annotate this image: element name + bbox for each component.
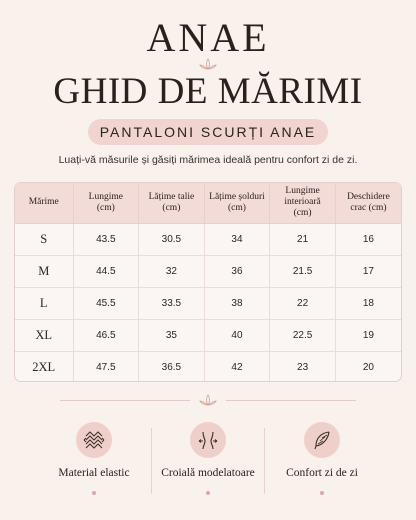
table-cell: 33.5 (139, 287, 205, 319)
feature-label: Croială modelatoare (161, 467, 255, 479)
table-cell: 30.5 (139, 223, 205, 255)
table-row (15, 223, 401, 255)
table-row (15, 255, 401, 287)
feature-dot (92, 491, 96, 495)
table-cell: 42 (204, 351, 270, 382)
header-line: Lungime (88, 191, 123, 202)
table-cell: 38 (204, 287, 270, 319)
feature-dot (206, 491, 210, 495)
table-cell: 40 (204, 319, 270, 351)
feature-icon-circle (76, 422, 112, 458)
header-line: (cm) (228, 202, 246, 213)
lotus-icon (198, 394, 218, 406)
table-row (15, 351, 401, 382)
table-cell: 21.5 (270, 255, 336, 287)
product-badge: PANTALONI SCURȚI ANAE (88, 119, 328, 145)
col-header-leg-opening (335, 183, 401, 223)
table-cell: 21 (270, 223, 336, 255)
table-cell: 44.5 (73, 255, 139, 287)
table-cell: 19 (335, 319, 401, 351)
feature-comfort (253, 422, 391, 512)
table-cell: 23 (270, 351, 336, 382)
divider-left (60, 400, 190, 401)
table-row (15, 287, 401, 319)
col-header-inseam (270, 183, 336, 223)
lotus-icon (198, 58, 218, 70)
page-title: GHID DE MĂRIMI (53, 71, 363, 112)
table-cell: 18 (335, 287, 401, 319)
size-table (14, 182, 402, 382)
feature-label: Confort zi de zi (286, 467, 358, 479)
header-line: Mărime (28, 197, 59, 208)
size-cell: 2XL (15, 351, 73, 382)
table-cell: 36.5 (139, 351, 205, 382)
table-row (15, 319, 401, 351)
table-cell: 34 (204, 223, 270, 255)
size-cell: S (15, 223, 73, 255)
feature-dot (320, 491, 324, 495)
table-cell: 32 (139, 255, 205, 287)
col-header-waist (139, 183, 205, 223)
table-cell: 20 (362, 361, 374, 373)
brand-name: ANAE (146, 15, 270, 60)
table-cell: 46.5 (73, 319, 139, 351)
col-header-size (15, 183, 73, 223)
table-cell: 47.5 (73, 351, 139, 382)
table-cell: 22 (270, 287, 336, 319)
size-cell: M (15, 255, 73, 287)
feature-icon-circle (190, 422, 226, 458)
table-cell: 35 (139, 319, 205, 351)
table-cell: 43.5 (73, 223, 139, 255)
table-cell: 45.5 (73, 287, 139, 319)
header-line: Deschidere (347, 191, 390, 202)
header-line: crac (cm) (350, 202, 387, 213)
header-line: Lățime șolduri (209, 191, 265, 202)
header-line: (cm) (293, 208, 312, 219)
header-line: interioară (284, 197, 321, 208)
table-cell: 16 (335, 223, 401, 255)
feature-icon-circle (304, 422, 340, 458)
header-line: (cm) (162, 202, 181, 213)
size-cell: XL (15, 319, 73, 351)
header-line: (cm) (96, 202, 115, 213)
feature-label: Material elastic (58, 467, 130, 479)
stretch-fabric-icon (83, 429, 105, 451)
feather-icon (311, 429, 333, 451)
header-line: Lungime (285, 186, 320, 197)
col-header-hips (204, 183, 270, 223)
subtitle: Luați-vă măsurile și găsiți mărimea ideală pentru confort zi de zi. (58, 154, 358, 166)
col-header-length (73, 183, 139, 223)
size-cell: L (15, 287, 73, 319)
table-header-row (15, 183, 401, 223)
header-line: Lățime talie (148, 191, 195, 202)
table-cell: 36 (204, 255, 270, 287)
waist-shaping-icon (197, 429, 219, 451)
table-cell: 22.5 (270, 319, 336, 351)
divider-right (226, 400, 356, 401)
table-cell: 17 (335, 255, 401, 287)
